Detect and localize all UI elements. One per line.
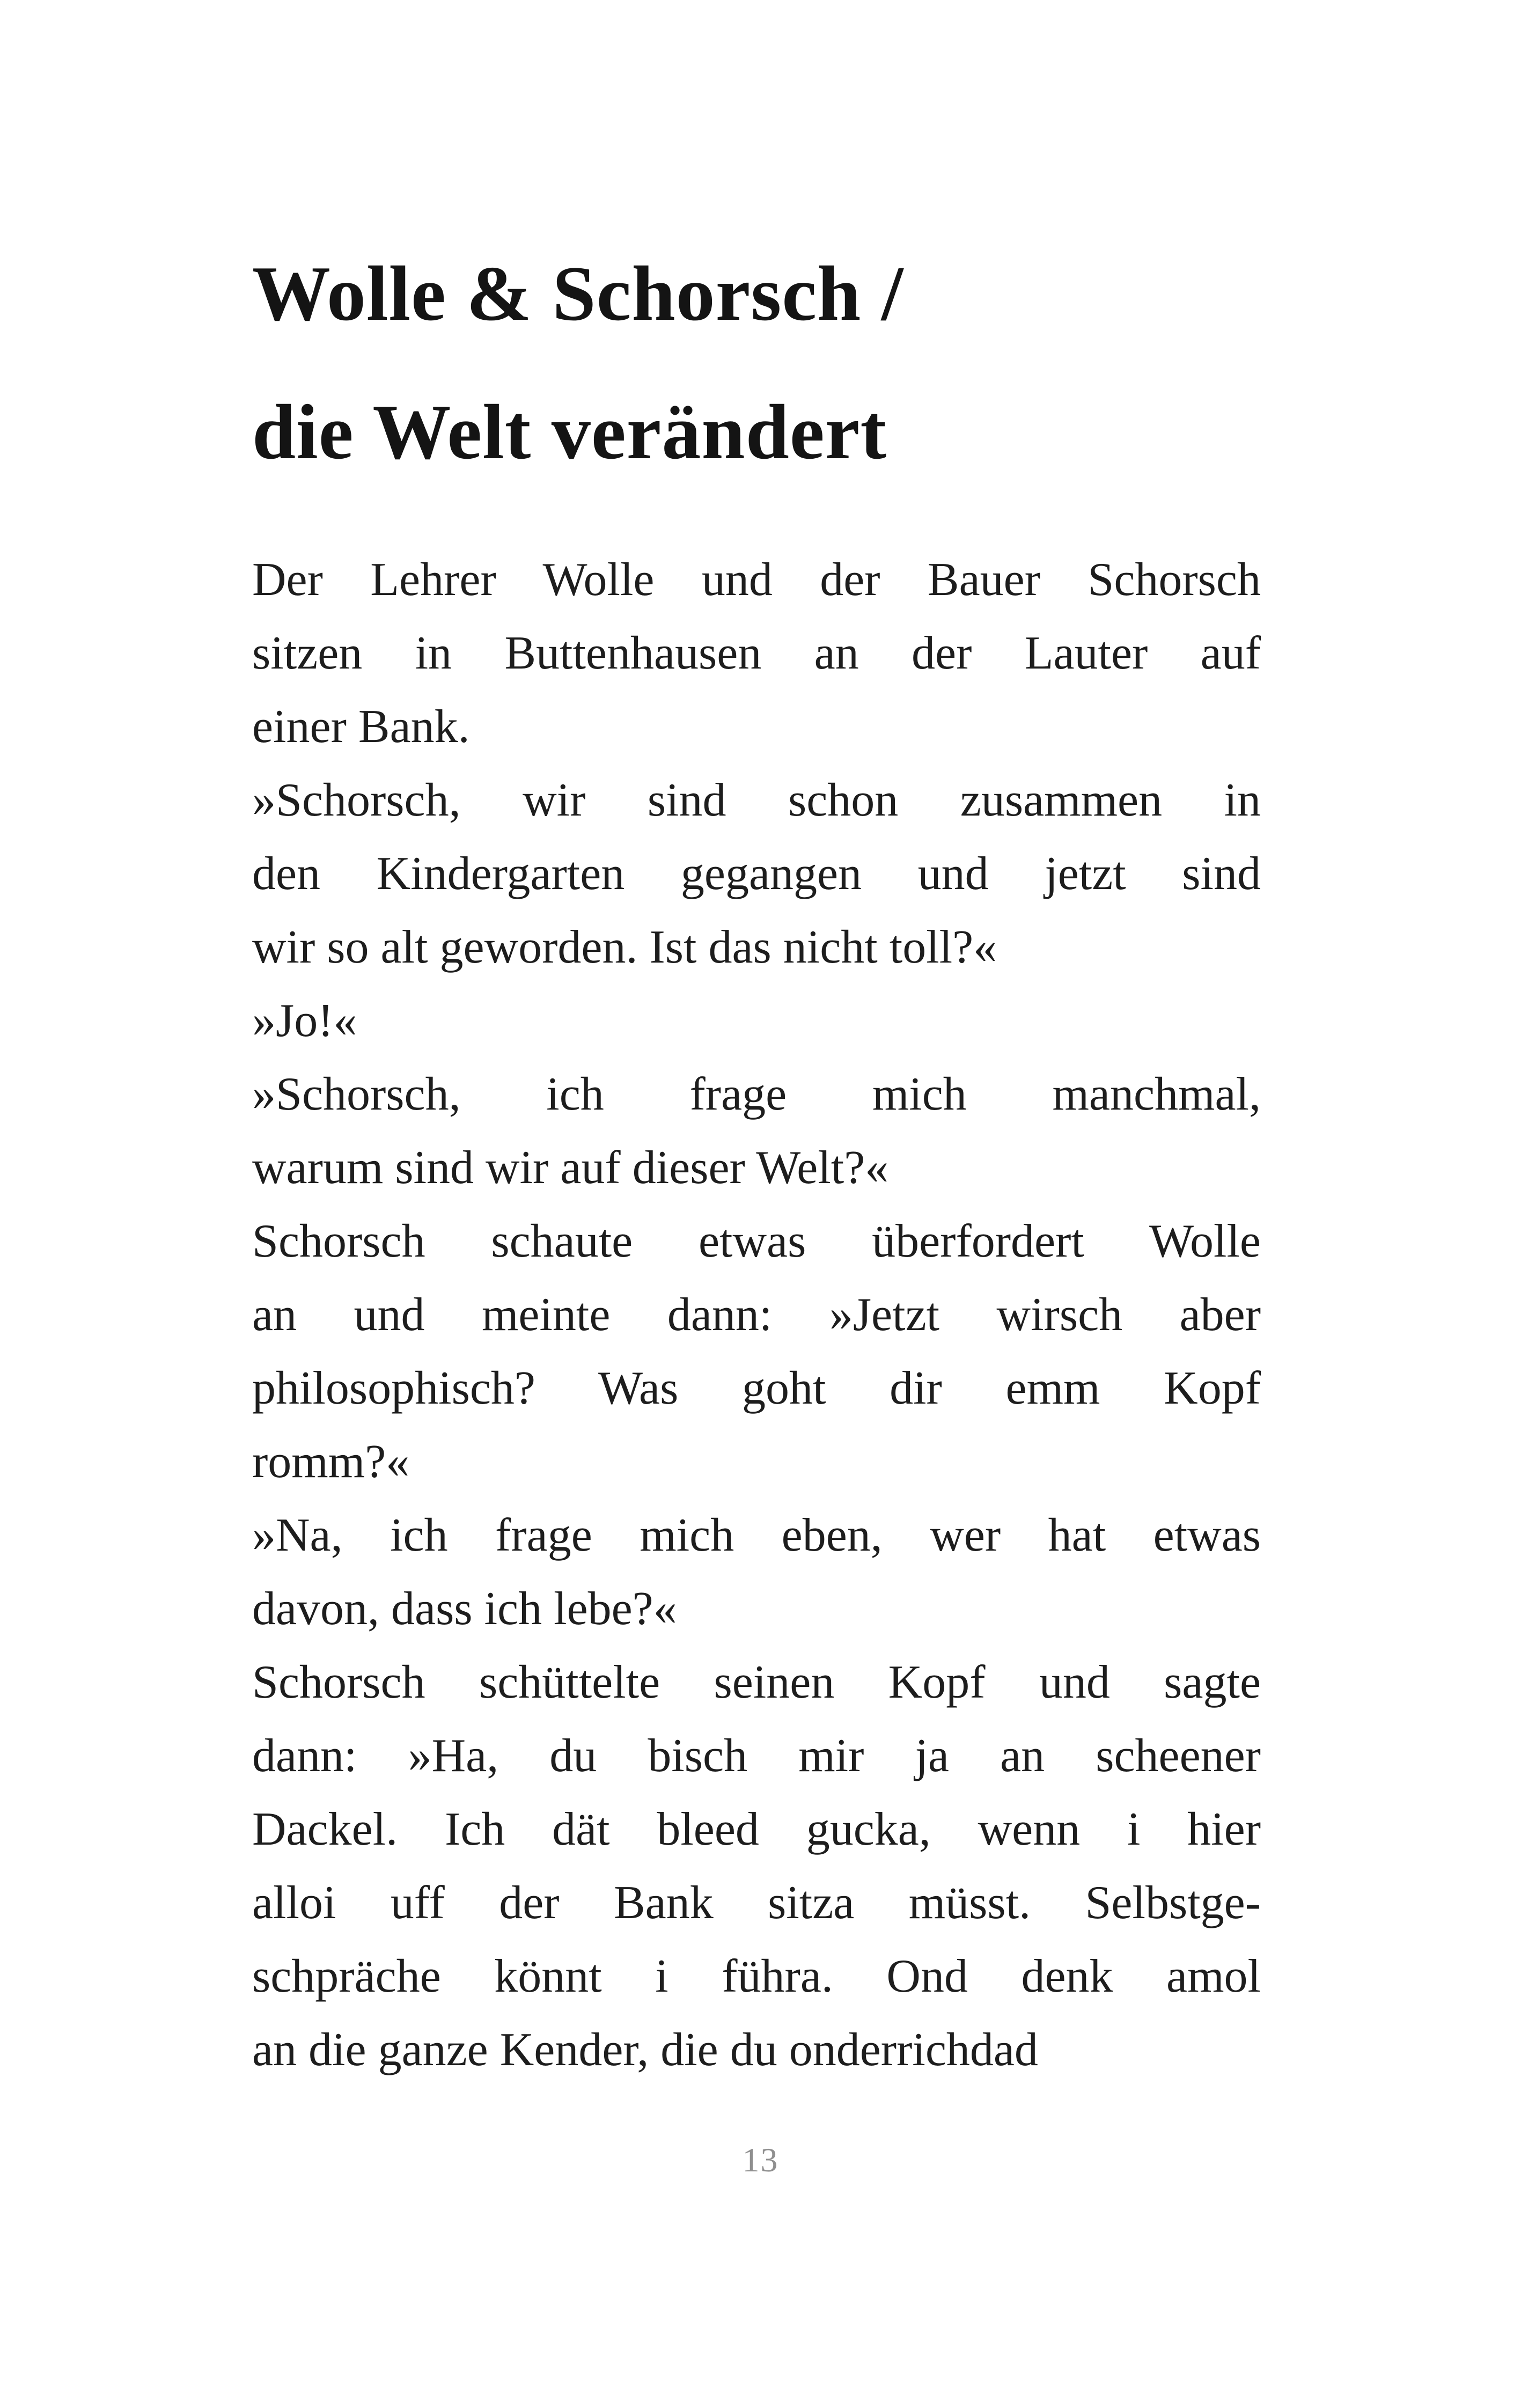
paragraph-5: [252, 1205, 1261, 1499]
chapter-title: [252, 224, 1261, 501]
text-line: dann: »Ha, du bisch mir ja an scheener: [252, 1730, 1261, 1782]
page-number: 13: [742, 2141, 779, 2179]
text-line: »Na, ich frage mich eben, wer hat etwas: [252, 1509, 1261, 1561]
paragraph-2: [252, 763, 1261, 984]
text-line: Schorsch schüttelte seinen Kopf und sagte: [252, 1656, 1261, 1708]
paragraph-1: [252, 543, 1261, 763]
body-text: [252, 543, 1261, 2087]
paragraph-3: [252, 984, 1261, 1058]
text-block: [252, 224, 1261, 2087]
text-line: alloi uff der Bank sitza müsst. Selbstge-: [252, 1877, 1261, 1929]
text-line: den Kindergarten gegangen und jetzt sind: [252, 848, 1261, 900]
text-line: Der Lehrer Wolle und der Bauer Schorsch: [252, 554, 1261, 606]
text-line: sitzen in Buttenhausen an der Lauter auf: [252, 627, 1261, 679]
paragraph-4: [252, 1058, 1261, 1205]
text-line: davon, dass ich lebe?«: [252, 1583, 677, 1635]
text-line: philosophisch? Was goht dir emm Kopf: [252, 1362, 1261, 1414]
text-line: an die ganze Kender, die du onderrichdad: [252, 2024, 1038, 2076]
text-line: einer Bank.: [252, 701, 470, 753]
text-line: »Schorsch, ich frage mich manchmal,: [252, 1068, 1261, 1120]
text-line: wir so alt geworden. Ist das nicht toll?«: [252, 921, 997, 973]
text-line: Schorsch schaute etwas überfordert Wolle: [252, 1215, 1261, 1267]
text-line: warum sind wir auf dieser Welt?«: [252, 1142, 889, 1194]
text-line: »Schorsch, wir sind schon zusammen in: [252, 774, 1261, 826]
chapter-title-line-2: die Welt verändert: [252, 388, 887, 475]
text-line: »Jo!«: [252, 995, 357, 1047]
text-line: romm?«: [252, 1436, 410, 1488]
paragraph-6: [252, 1499, 1261, 1646]
paragraph-7: [252, 1646, 1261, 2087]
text-line: Dackel. Ich dät bleed gucka, wenn i hier: [252, 1803, 1261, 1855]
text-line: an und meinte dann: »Jetzt wirsch aber: [252, 1289, 1261, 1341]
text-line: schpräche könnt i führa. Ond denk amol: [252, 1950, 1261, 2002]
chapter-title-line-1: Wolle & Schorsch /: [252, 250, 904, 337]
